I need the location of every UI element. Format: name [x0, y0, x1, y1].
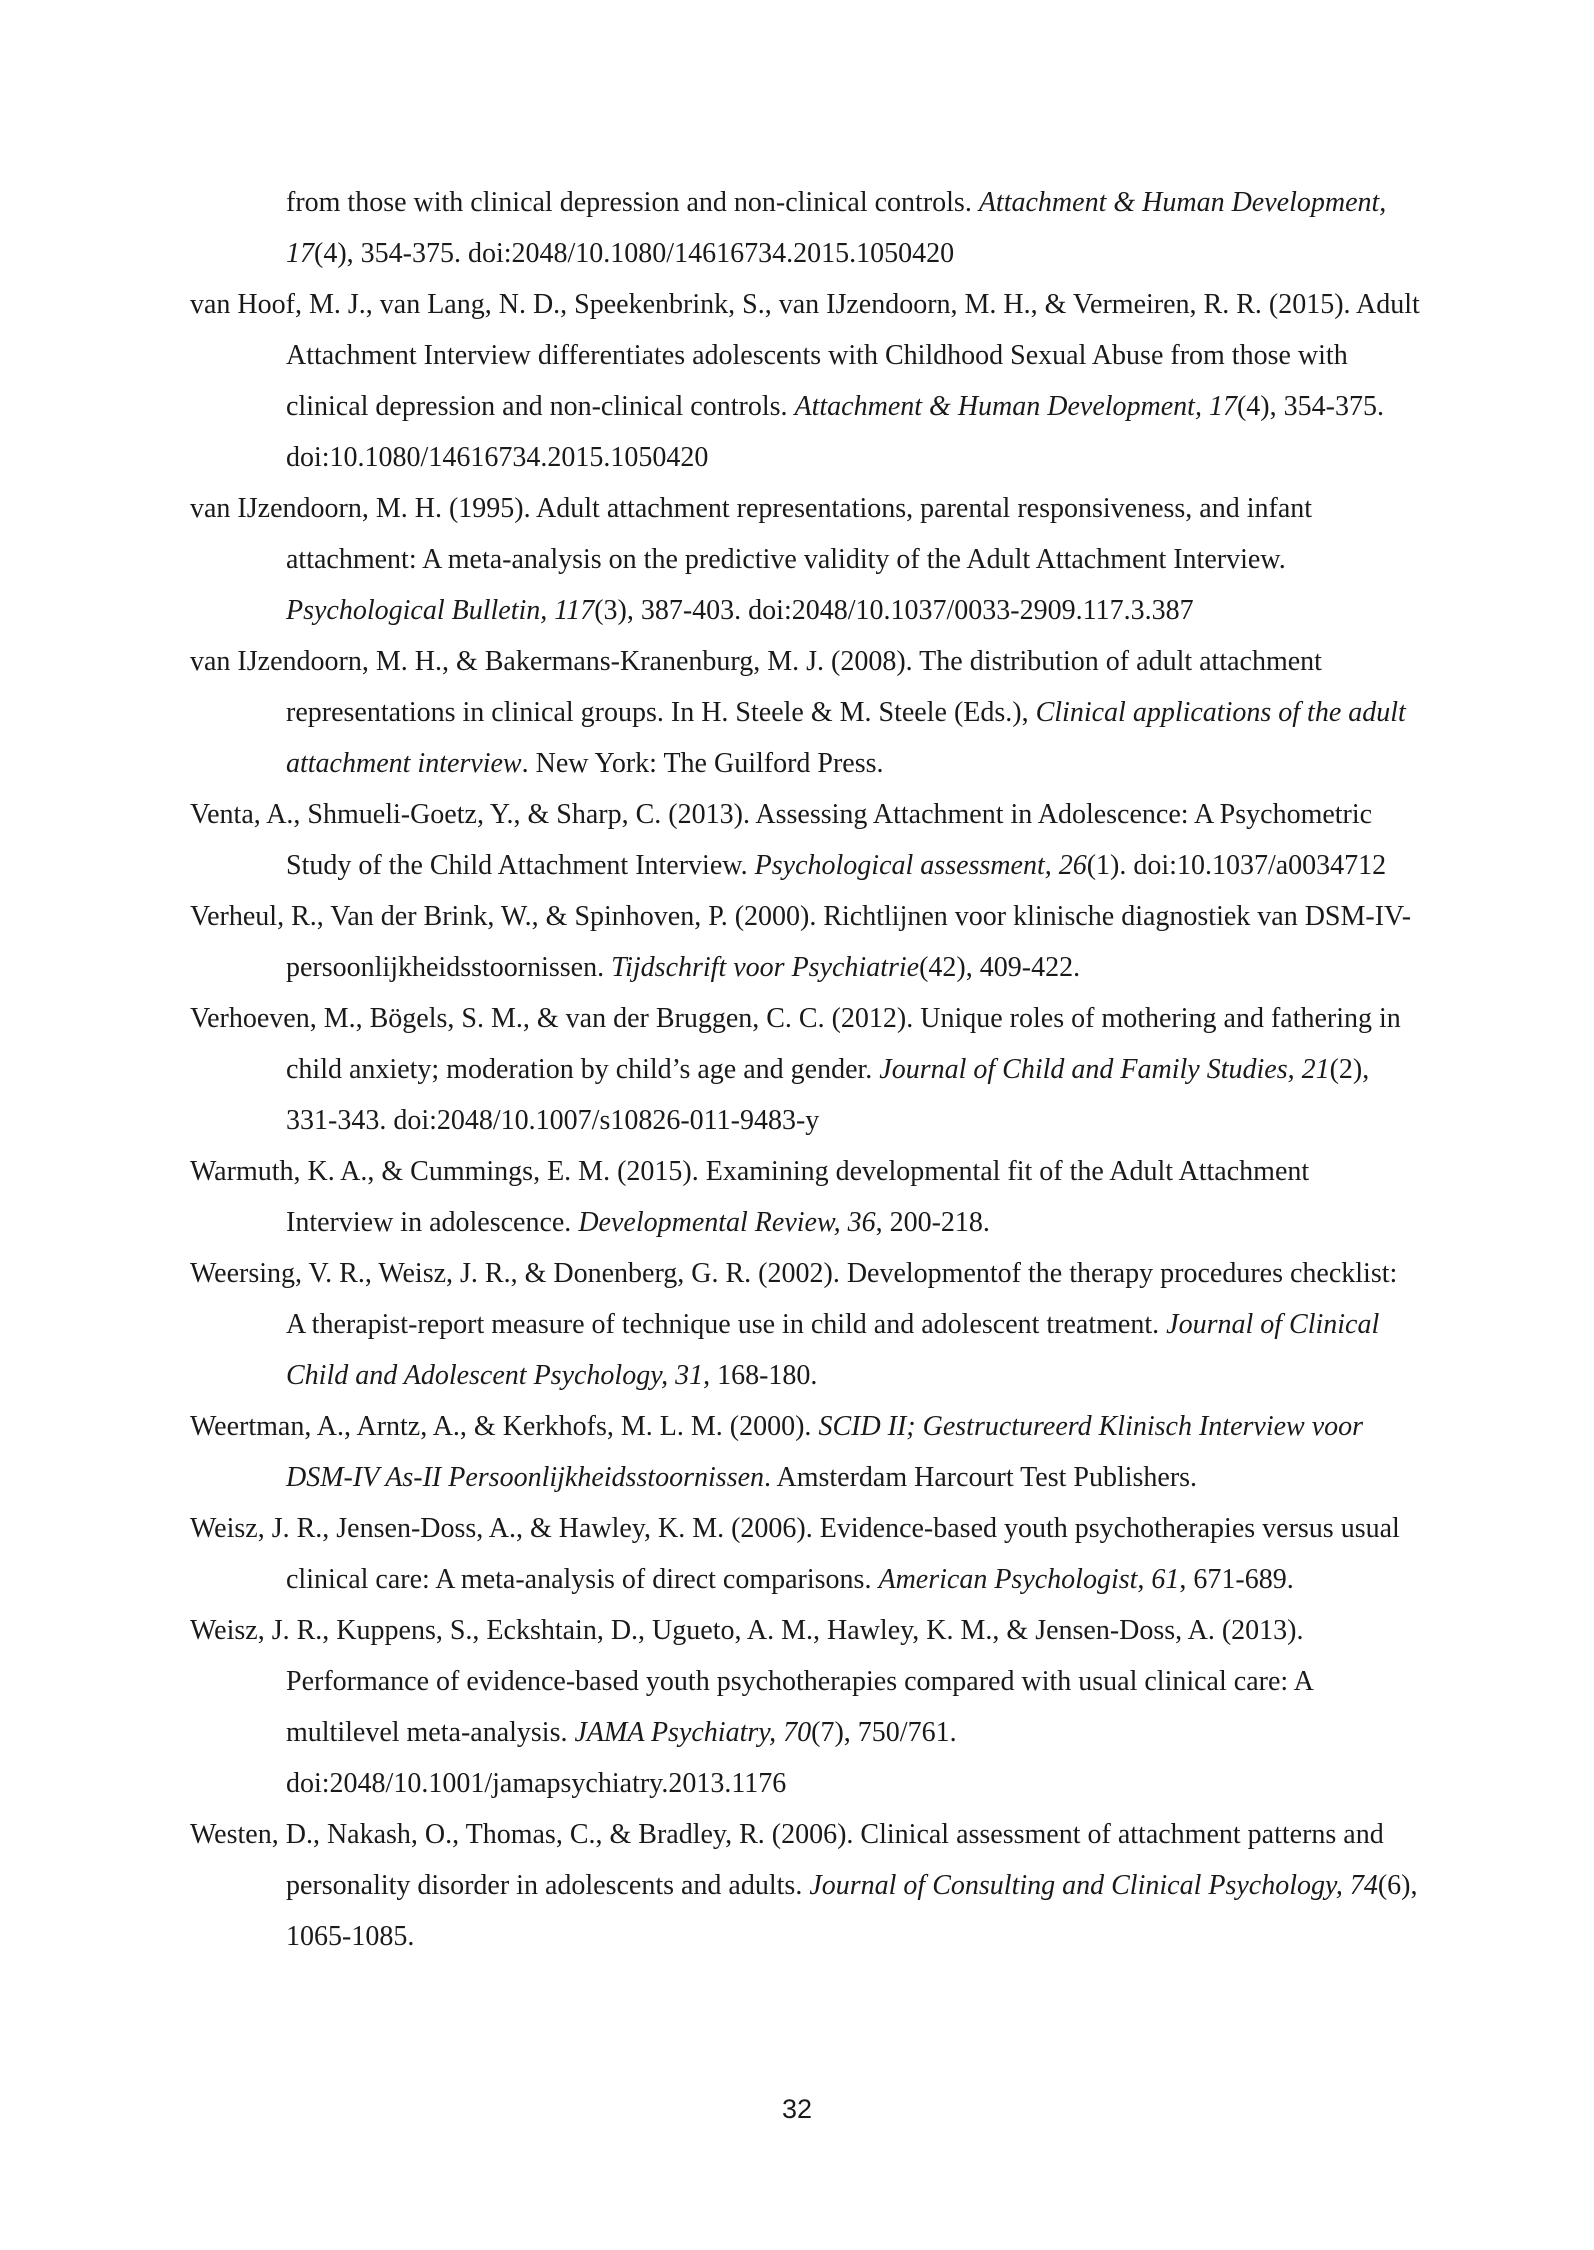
reference-source-title: Journal of Clinical Child and Adolescent Psychology, 31 — [286, 1309, 1380, 1391]
reference-text: Weisz, J. R., Jensen-Doss, A., & Hawley, K. M. (2006). Evidence-based youth psychotherapies versus usual clinical care: A meta-analysis of direct comparisons. — [190, 1513, 1400, 1595]
reference-source-title: Attachment & Human Development, 17 — [286, 187, 1387, 269]
reference-entry — [190, 1809, 1420, 1962]
reference-source-title: Journal of Child and Family Studies, 21 — [879, 1054, 1330, 1085]
reference-entry — [190, 279, 1420, 483]
reference-text: (4), 354-375. doi:2048/10.1080/14616734.2015.1050420 — [314, 238, 955, 269]
reference-entry — [190, 1248, 1420, 1401]
reference-entry — [190, 177, 1420, 279]
reference-source-title: Psychological Bulletin, 117 — [286, 595, 595, 626]
reference-source-title: Journal of Consulting and Clinical Psychology, 74 — [809, 1870, 1378, 1901]
reference-text: (4), 354-375. doi:10.1080/14616734.2015.1050420 — [286, 391, 1384, 473]
reference-text: (42), 409-422. — [919, 952, 1081, 983]
reference-text: (7), 750/761. doi:2048/10.1001/jamapsychiatry.2013.1176 — [286, 1717, 957, 1799]
reference-text: , 168-180. — [703, 1360, 818, 1391]
reference-entry — [190, 1146, 1420, 1248]
reference-text: van Hoof, M. J., van Lang, N. D., Speekenbrink, S., van IJzendoorn, M. H., & Vermeiren, R. R. (2015). Adult Attachment Interview differentiates adolescents with Childhood Sexual Abuse from those with clinical depression and non-clinical controls. — [190, 289, 1420, 422]
reference-source-title: JAMA Psychiatry, 70 — [574, 1717, 812, 1748]
reference-text: Venta, A., Shmueli-Goetz, Y., & Sharp, C. (2013). Assessing Attachment in Adolescence: A Psychometric Study of the Child Attachment Interview. — [190, 799, 1373, 881]
reference-text: . Amsterdam Harcourt Test Publishers. — [764, 1462, 1198, 1493]
reference-source-title: SCID II; Gestructureerd Klinisch Interview voor DSM-IV As-II Persoonlijkheidsstoornissen — [286, 1411, 1364, 1493]
reference-text: van IJzendoorn, M. H. (1995). Adult attachment representations, parental responsiveness, and infant attachment: A meta-analysis on the predictive validity of the Adult Attachment Interview. — [190, 493, 1313, 575]
reference-text: Warmuth, K. A., & Cummings, E. M. (2015). Examining developmental fit of the Adult Attachment Interview in adolescence. — [190, 1156, 1310, 1238]
reference-entry — [190, 1503, 1420, 1605]
reference-text: Weisz, J. R., Kuppens, S., Eckshtain, D., Ugueto, A. M., Hawley, K. M., & Jensen-Doss, A. (2013). Performance of evidence-based youth psychotherapies compared with usual clinical care: A multilevel meta-analysis. — [190, 1615, 1313, 1748]
reference-entry — [190, 1401, 1420, 1503]
reference-entry — [190, 1605, 1420, 1809]
reference-entry — [190, 789, 1420, 891]
reference-source-title: American Psychologist, 61 — [878, 1564, 1180, 1595]
reference-text: , 671-689. — [1179, 1564, 1294, 1595]
reference-text: Westen, D., Nakash, O., Thomas, C., & Bradley, R. (2006). Clinical assessment of attachment patterns and personality disorder in adolescents and adults. — [190, 1819, 1384, 1901]
reference-source-title: Developmental Review, 36 — [578, 1207, 876, 1238]
page-number: 32 — [781, 2094, 813, 2124]
reference-text: Weersing, V. R., Weisz, J. R., & Donenberg, G. R. (2002). Developmentof the therapy procedures checklist: A therapist-report measure of technique use in child and adolescent treatment. — [190, 1258, 1398, 1340]
reference-entry — [190, 483, 1420, 636]
reference-text: (6), 1065-1085. — [286, 1870, 1418, 1952]
reference-source-title: Tijdschrift voor Psychiatrie — [611, 952, 920, 983]
reference-text: (3), 387-403. doi:2048/10.1037/0033-2909.117.3.387 — [594, 595, 1194, 626]
reference-source-title: Psychological assessment, 26 — [754, 850, 1087, 881]
reference-text: , 200-218. — [875, 1207, 990, 1238]
reference-text: . New York: The Guilford Press. — [521, 748, 884, 779]
reference-entry — [190, 636, 1420, 789]
reference-text: van IJzendoorn, M. H., & Bakermans-Kranenburg, M. J. (2008). The distribution of adult attachment representations in clinical groups. In H. Steele & M. Steele (Eds.), — [190, 646, 1322, 728]
reference-entry — [190, 891, 1420, 993]
reference-list — [190, 177, 1420, 1962]
reference-source-title: Clinical applications of the adult attachment interview — [286, 697, 1406, 779]
reference-text: Weertman, A., Arntz, A., & Kerkhofs, M. L. M. (2000). — [190, 1411, 819, 1442]
reference-text: Verhoeven, M., Bögels, S. M., & van der Bruggen, C. C. (2012). Unique roles of mothering and fathering in child anxiety; moderation by child’s age and gender. — [190, 1003, 1401, 1085]
reference-text: (1). doi:10.1037/a0034712 — [1086, 850, 1387, 881]
reference-entry — [190, 993, 1420, 1146]
reference-source-title: Attachment & Human Development, 17 — [794, 391, 1237, 422]
reference-text: (2), 331-343. doi:2048/10.1007/s10826-011-9483-y — [286, 1054, 1370, 1136]
reference-text: from those with clinical depression and non-clinical controls. — [286, 187, 979, 218]
reference-text: Verheul, R., Van der Brink, W., & Spinhoven, P. (2000). Richtlijnen voor klinische diagnostiek van DSM-IV-persoonlijkheidsstoornissen. — [190, 901, 1412, 983]
